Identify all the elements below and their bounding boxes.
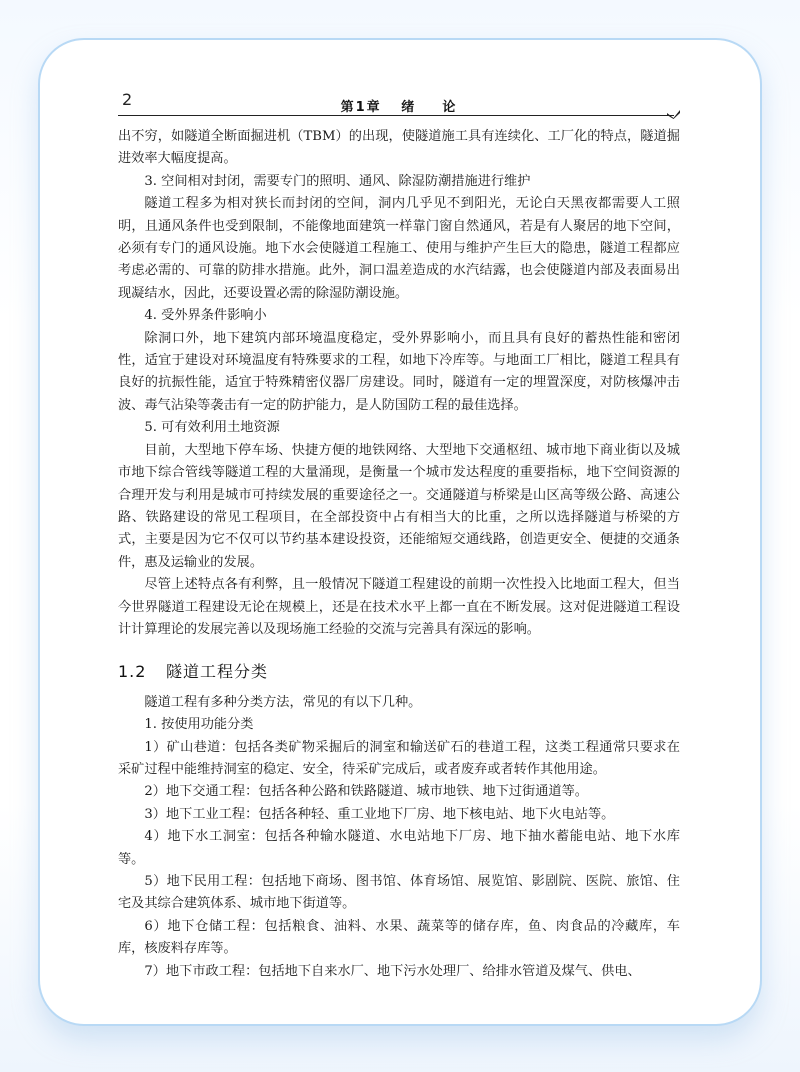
section-heading xyxy=(118,661,680,683)
paragraph: 7）地下市政工程：包括地下自来水厂、地下污水处理厂、给排水管道及煤气、供电、 xyxy=(144,963,641,979)
paragraph: 3）地下工业工程：包括各种轻、重工业地下厂房、地下核电站、地下火电站等。 xyxy=(144,806,615,822)
running-header xyxy=(118,90,680,116)
paragraph: 4）地下水工洞室：包括各种输水隧道、水电站地下厂房、地下抽水蓄能电站、地下水库等。 xyxy=(118,829,680,867)
chapter-title: 第1章 绪 论 xyxy=(340,100,458,115)
paragraph-group-bottom xyxy=(118,692,680,983)
paragraph: 隧道工程有多种分类方法，常见的有以下几种。 xyxy=(144,694,422,710)
paragraph: 2）地下交通工程：包括各种公路和铁路隧道、城市地铁、地下过街通道等。 xyxy=(144,784,588,800)
paragraph: 尽管上述特点各有利弊，且一般情况下隧道工程建设的前期一次性投入比地面工程大，但当今世界隧道工程建设无论在规模上，还是在技术水平上都一直在不断发展。这对促进隧道工程设计计算理论的发展完善以及现场施工经验的交流与完善具有深远的影响。 xyxy=(118,577,680,637)
section-number: 1.2 xyxy=(118,662,147,682)
paragraph-group-top xyxy=(118,126,680,641)
paragraph: 除洞口外，地下建筑内部环境温度稳定，受外界影响小，而且具有良好的蓄热性能和密闭性，适宜于建设对环境温度有特殊要求的工程，如地下冷库等。与地面工厂相比，隧道工程具有良好的抗振性能，适宜于特殊精密仪器厂房建设。同时，隧道有一定的埋置深度，对防核爆冲击波、毒气沾染等袭击有一定的防护能力，是人防国防工程的最佳选择。 xyxy=(118,330,680,413)
paragraph: 1）矿山巷道：包括各类矿物采掘后的洞室和输送矿石的巷道工程，这类工程通常只要求在采矿过程中能维持洞室的稳定、安全，待采矿完成后，或者废弃或者转作其他用途。 xyxy=(118,739,680,777)
paragraph: 3. 空间相对封闭，需要专门的照明、通风、除湿防潮措施进行维护 xyxy=(144,173,531,189)
paragraph: 5）地下民用工程：包括地下商场、图书馆、体育场馆、展览馆、影剧院、医院、旅馆、住宅及其综合建筑体系、城市地下街道等。 xyxy=(118,874,680,912)
paragraph: 6）地下仓储工程：包括粮食、油料、水果、蔬菜等的储存库，鱼、肉食品的冷藏库，车库，核废料存库等。 xyxy=(118,918,680,957)
book-page xyxy=(118,90,680,979)
body-text xyxy=(118,126,680,983)
section-title: 隧道工程分类 xyxy=(166,662,269,682)
paragraph: 1. 按使用功能分类 xyxy=(144,717,254,733)
paragraph: 隧道工程多为相对狭长而封闭的空间，洞内几乎见不到阳光，无论白天黑夜都需要人工照明，且通风条件也受到限制，不能像地面建筑一样靠门窗自然通风，若是有人聚居的地下空间，必须有专门的通风设施。地下水会使隧道工程施工、使用与维护产生巨大的隐患，隧道工程都应考虑必需的、可靠的防排水措施。此外，洞口温差造成的水汽结露，也会使隧道内部及表面易出现凝结水，因此，还要设置必需的除湿防潮设施。 xyxy=(118,196,680,301)
paragraph: 出不穷，如隧道全断面掘进机（TBM）的出现，使隧道施工具有连续化、工厂化的特点，隧道掘进效率大幅度提高。 xyxy=(118,129,680,167)
paragraph: 5. 可有效利用土地资源 xyxy=(144,420,280,436)
paragraph: 4. 受外界条件影响小 xyxy=(144,308,267,324)
paragraph: 目前，大型地下停车场、快捷方便的地铁网络、大型地下交通枢纽、城市地下商业街以及城市地下综合管线等隧道工程的大量涌现，是衡量一个城市发达程度的重要指标，地下空间资源的合理开发与利用是城市可持续发展的重要途径之一。交通隧道与桥梁是山区高等级公路、高速公路、铁路建设的常见工程项目，在全部投资中占有相当大的比重，之所以选择隧道与桥梁的方式，主要是因为它不仅可以节约基本建设投资，还能缩短交通线路，创造更安全、便捷的交通条件，惠及运输业的发展。 xyxy=(118,442,680,570)
header-ornament-icon xyxy=(667,109,680,119)
header-rule xyxy=(118,115,674,116)
page-number: 2 xyxy=(122,90,133,109)
